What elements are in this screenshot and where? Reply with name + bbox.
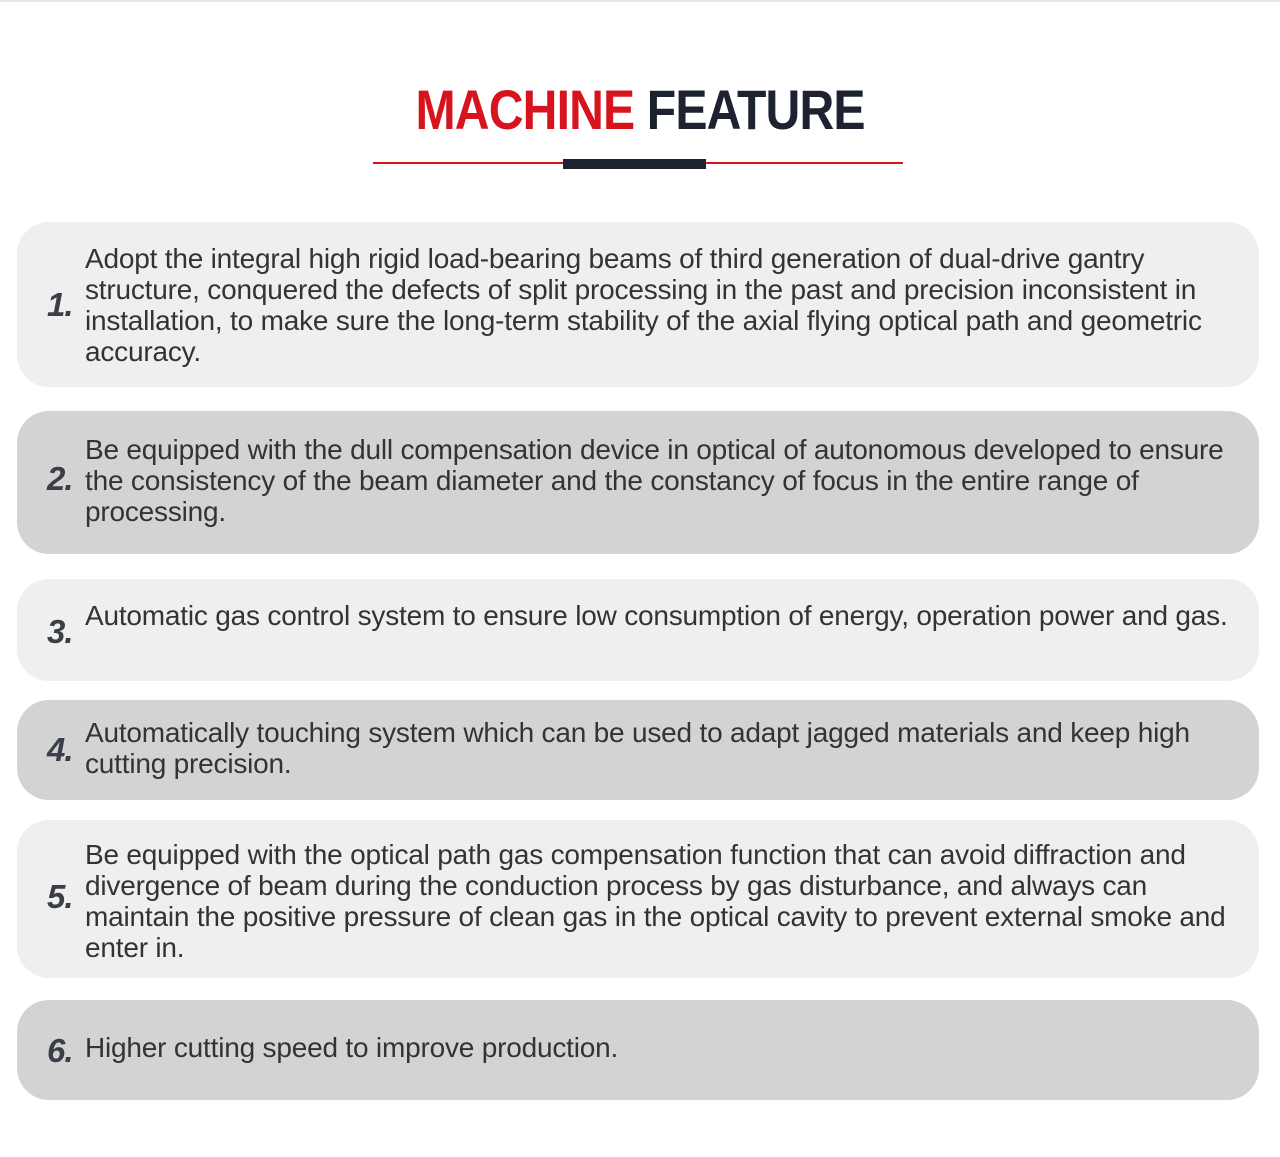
title-divider-bar — [563, 159, 706, 169]
feature-card-1 — [17, 222, 1259, 387]
feature-number: 5. — [47, 878, 73, 915]
feature-text: Be equipped with the dull compensation device in optical of autonomous developed to ensure the consistency of the beam diameter and the constancy of focus in the entire range of processing. — [85, 434, 1224, 527]
feature-card-3 — [17, 579, 1259, 681]
feature-card-5 — [17, 820, 1259, 978]
feature-card-2 — [17, 411, 1259, 554]
feature-text: Higher cutting speed to improve production. — [85, 1032, 619, 1063]
title-part-navy: FEATURE — [646, 78, 865, 141]
title-part-red: MACHINE — [415, 78, 635, 141]
feature-number: 4. — [47, 731, 73, 768]
section-title — [415, 80, 864, 140]
feature-card-4 — [17, 700, 1259, 800]
feature-number: 1. — [47, 286, 73, 323]
section-header — [0, 80, 1280, 140]
feature-text: Automatic gas control system to ensure low consumption of energy, operation power and gas. — [85, 600, 1228, 631]
feature-number: 2. — [47, 460, 73, 497]
feature-text: Adopt the integral high rigid load-bearing beams of third generation of dual-drive gantry structure, conquered the defects of split processing in the past and precision inconsistent in installation, to make sure the long-term stability of the axial flying optical path and geometric accuracy. — [85, 243, 1202, 367]
top-border — [0, 0, 1280, 2]
feature-text: Be equipped with the optical path gas compensation function that can avoid diffraction and divergence of beam during the conduction process by gas disturbance, and always can maintain the positive pressure of clean gas in the optical cavity to prevent external smoke and enter in. — [85, 839, 1226, 963]
feature-number: 6. — [47, 1032, 73, 1069]
feature-number: 3. — [47, 613, 73, 650]
feature-card-6 — [17, 1000, 1259, 1100]
feature-text: Automatically touching system which can be used to adapt jagged materials and keep high cutting precision. — [85, 717, 1190, 779]
